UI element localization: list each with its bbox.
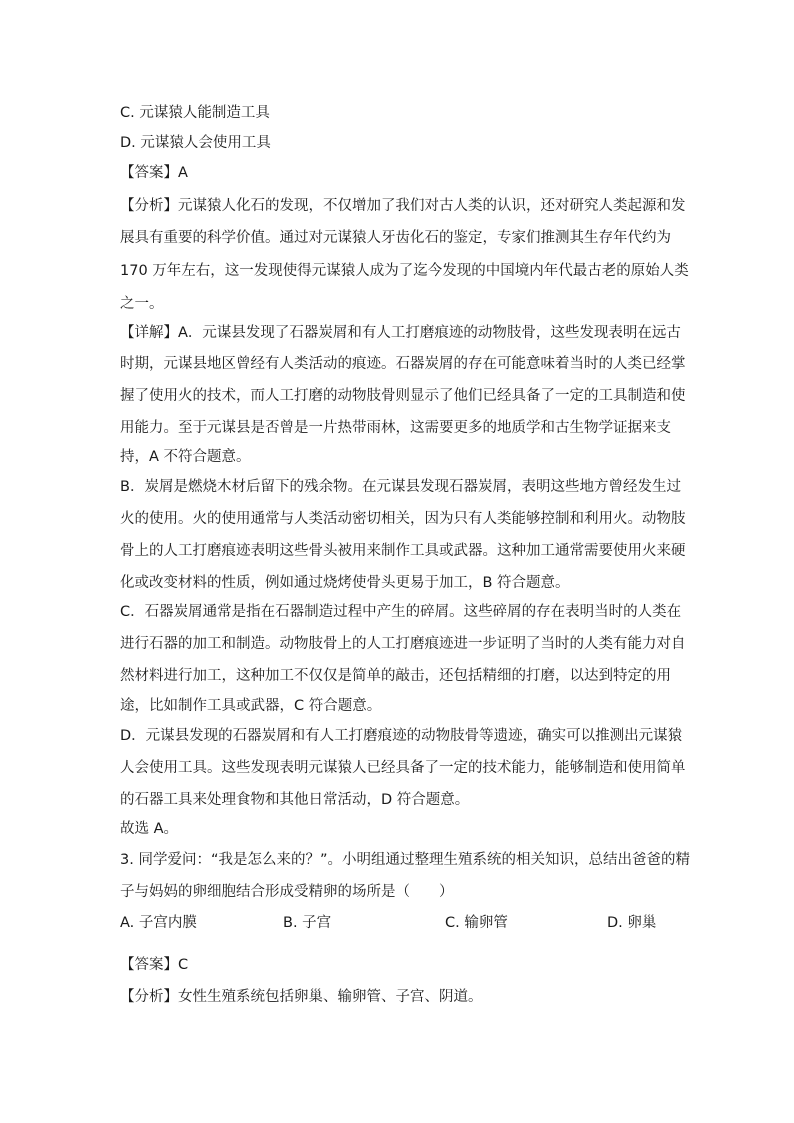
explanation-line: 化或改变材料的性质，例如通过烧烤使骨头更易于加工，B 符合题意。 — [120, 575, 570, 591]
answer-line: 【答案】A — [120, 165, 188, 181]
explanation-line: 然材料进行加工，这种加工不仅仅是简单的敲击，还包括精细的打磨，以达到特定的用 — [120, 668, 671, 684]
explanation-line: 人会使用工具。这些发现表明元谋猿人已经具备了一定的技术能力，能够制造和使用简单 — [120, 760, 686, 776]
analysis-line: 展具有重要的科学价值。通过对元谋猿人牙齿化石的鉴定，专家们推测其生存年代约为 — [120, 230, 671, 246]
question-line: 3. 同学爱问：“我是怎么来的？”。小明组通过整理生殖系统的相关知识，总结出爸爸的精 — [120, 852, 690, 868]
choice-b: B. 子宫 — [283, 915, 332, 931]
explanation-line: 握了使用火的技术，而人工打磨的动物肢骨则显示了他们已经具备了一定的工具制造和使 — [120, 388, 686, 404]
explanation-line: D．元谋县发现的石器炭屑和有人工打磨痕迹的动物肢骨等遗迹，确实可以推测出元谋猿 — [120, 728, 683, 744]
explanation-line: 进行石器的加工和制造。动物肢骨上的人工打磨痕迹进一步证明了当时的人类有能力对自 — [120, 636, 686, 652]
explanation-line: 的石器工具来处理食物和其他日常活动，D 符合题意。 — [120, 792, 470, 808]
choice-d: D. 卵巢 — [607, 915, 657, 931]
analysis-line: 【分析】元谋猿人化石的发现，不仅增加了我们对古人类的认识，还对研究人类起源和发 — [120, 198, 686, 214]
option-d-line: D. 元谋猿人会使用工具 — [120, 135, 271, 151]
explanation-line: B．炭屑是燃烧木材后留下的残余物。在元谋县发现石器炭屑，表明这些地方曾经发生过 — [120, 479, 681, 495]
conclusion-line: 故选 A。 — [120, 821, 179, 837]
choice-c: C. 输卵管 — [445, 915, 508, 931]
analysis-line: 170 万年左右，这一发现使得元谋猿人成为了迄今发现的中国境内年代最古老的原始人类 — [120, 263, 689, 279]
explanation-line: 持，A 不符合题意。 — [120, 449, 251, 465]
explanation-line: 骨上的人工打磨痕迹表明这些骨头被用来制作工具或武器。这种加工通常需要使用火来硬 — [120, 543, 686, 559]
analysis-line: 【分析】女性生殖系统包括卵巢、输卵管、子宫、阴道。 — [120, 989, 483, 1005]
answer-line: 【答案】C — [120, 957, 189, 973]
choice-a: A. 子宫内膜 — [120, 915, 197, 931]
explanation-line: 火的使用。火的使用通常与人类活动密切相关，因为只有人类能够控制和利用火。动物肢 — [120, 511, 686, 527]
explanation-line: C．石器炭屑通常是指在石器制造过程中产生的碎屑。这些碎屑的存在表明当时的人类在 — [120, 604, 682, 620]
analysis-line: 之一。 — [120, 296, 164, 312]
explanation-line: 用能力。至于元谋县是否曾是一片热带雨林，这需要更多的地质学和古生物学证据来支 — [120, 420, 671, 436]
explanation-line: 时期，元谋县地区曾经有人类活动的痕迹。石器炭屑的存在可能意味着当时的人类已经掌 — [120, 356, 686, 372]
question-line: 子与妈妈的卵细胞结合形成受精卵的场所是（ ） — [120, 884, 454, 900]
option-c-line: C. 元谋猿人能制造工具 — [120, 105, 270, 121]
explanation-line: 【详解】A．元谋县发现了石器炭屑和有人工打磨痕迹的动物肢骨，这些发现表明在远古 — [120, 325, 681, 341]
explanation-line: 途，比如制作工具或武器，C 符合题意。 — [120, 698, 382, 714]
